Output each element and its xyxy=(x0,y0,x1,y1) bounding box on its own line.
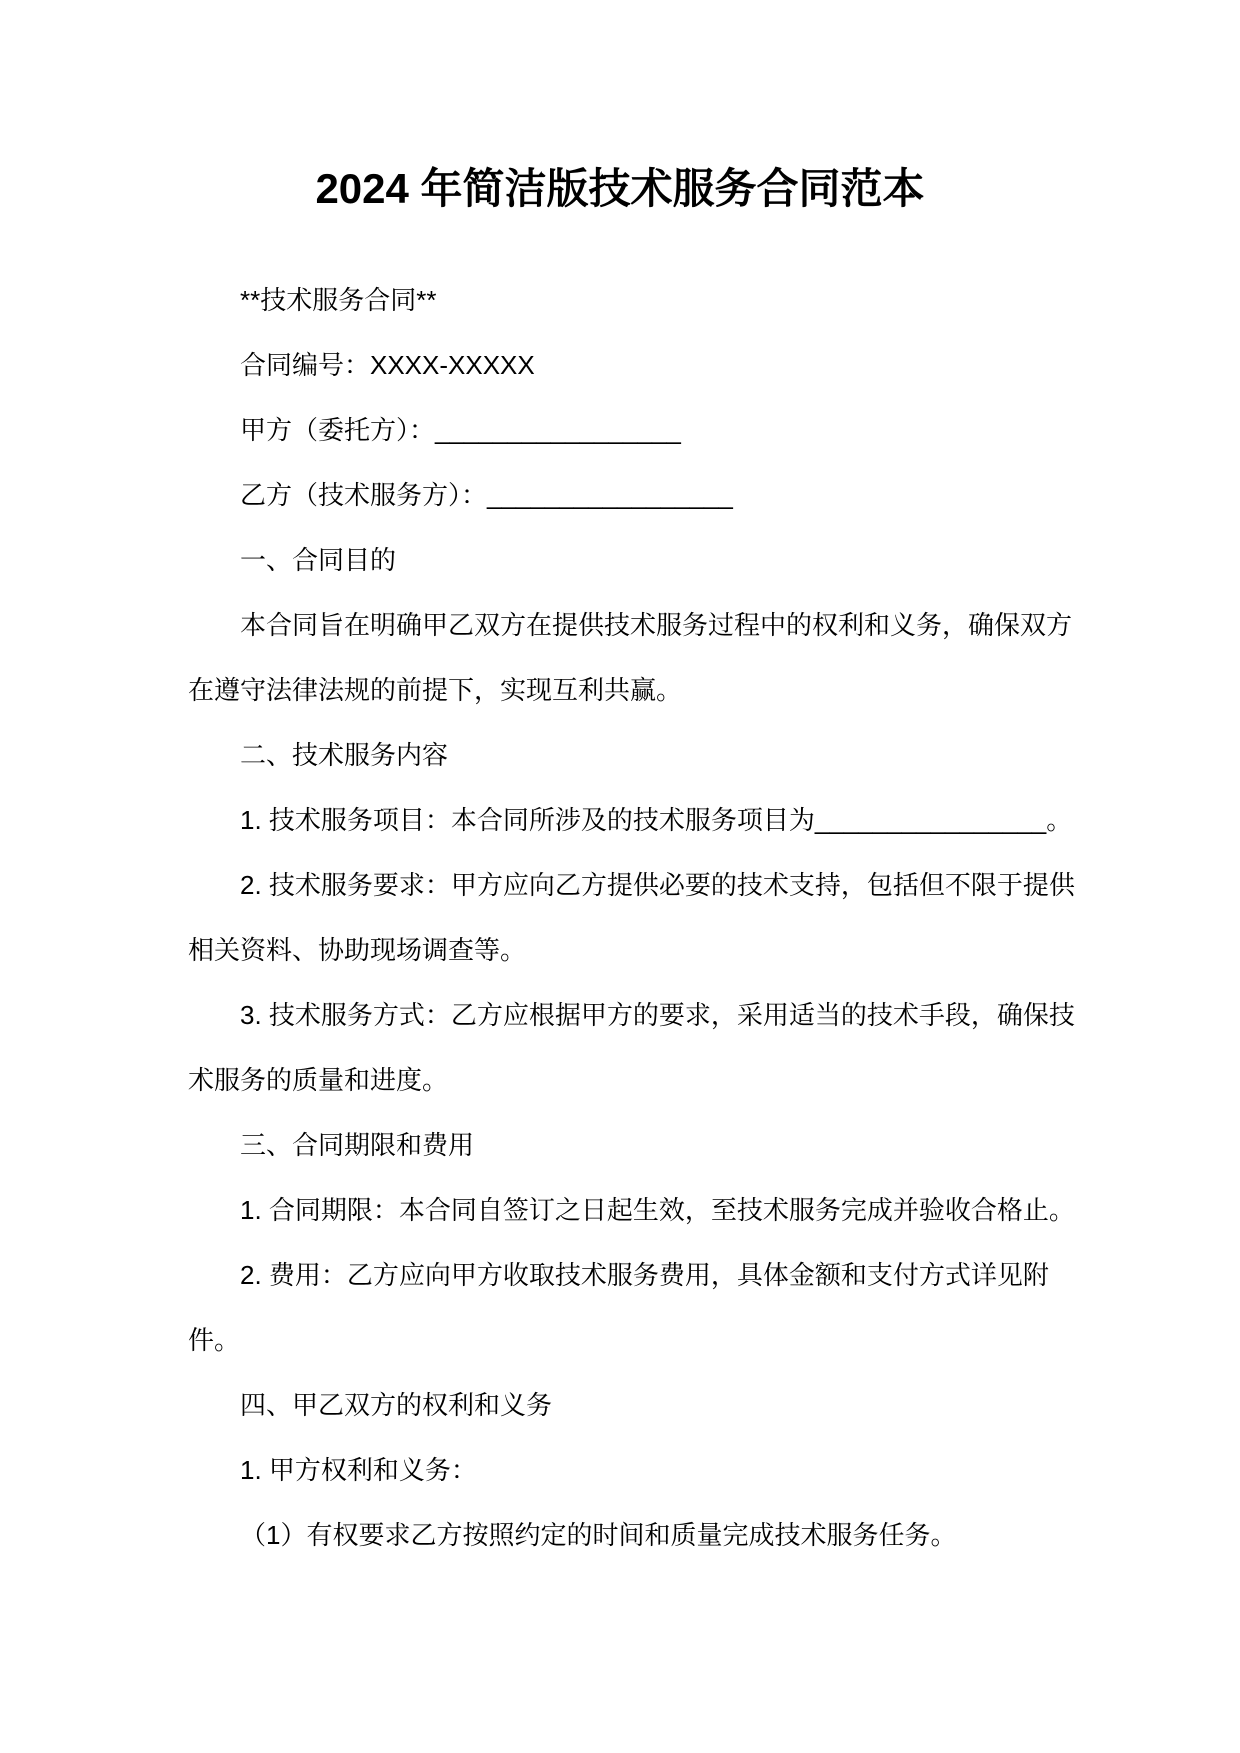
paragraph-line: 本合同旨在明确甲乙双方在提供技术服务过程中的权利和义务，确保双方 xyxy=(240,610,1073,640)
paragraph-line: 甲方（委托方）：_________________ xyxy=(240,415,681,445)
document-body xyxy=(188,268,1075,1568)
paragraph-line: 三、合同期限和费用 xyxy=(240,1130,475,1160)
paragraph-line: 2. 费用：乙方应向甲方收取技术服务费用，具体金额和支付方式详见附 xyxy=(240,1260,1049,1290)
paragraph-line: 合同编号：XXXX-XXXXX xyxy=(240,350,535,380)
document-title: 2024 年简洁版技术服务合同范本 xyxy=(315,165,925,212)
paragraph-line: 术服务的质量和进度。 xyxy=(188,1065,449,1095)
paragraph-line: 3. 技术服务方式：乙方应根据甲方的要求，采用适当的技术手段，确保技 xyxy=(240,1000,1075,1030)
paragraph-line: 相关资料、协助现场调查等。 xyxy=(188,935,527,965)
paragraph-line: 四、甲乙双方的权利和义务 xyxy=(240,1390,553,1420)
paragraph-line: 1. 技术服务项目：本合同所涉及的技术服务项目为________________。 xyxy=(240,805,1073,835)
paragraph-line: 乙方（技术服务方）：_________________ xyxy=(240,480,733,510)
paragraph-line: 在遵守法律法规的前提下，实现互利共赢。 xyxy=(188,675,683,705)
paragraph-line: 二、技术服务内容 xyxy=(240,740,449,770)
paragraph-line: 2. 技术服务要求：甲方应向乙方提供必要的技术支持，包括但不限于提供 xyxy=(240,870,1075,900)
paragraph-line: （1）有权要求乙方按照约定的时间和质量完成技术服务任务。 xyxy=(240,1520,957,1550)
paragraph-line: **技术服务合同** xyxy=(240,285,437,315)
paragraph-line: 一、合同目的 xyxy=(240,545,397,575)
paragraph-line: 1. 甲方权利和义务： xyxy=(240,1455,477,1485)
paragraph-line: 1. 合同期限：本合同自签订之日起生效，至技术服务完成并验收合格止。 xyxy=(240,1195,1075,1225)
paragraph-line: 件。 xyxy=(188,1325,241,1355)
